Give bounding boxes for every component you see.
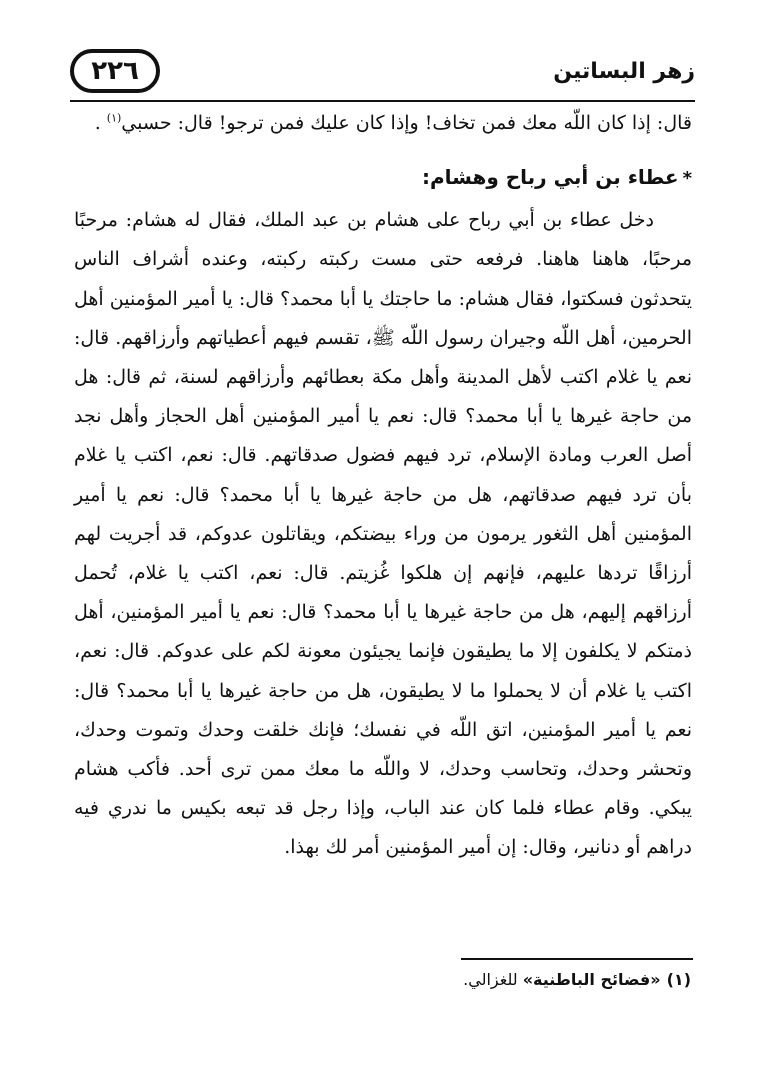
footnote-divider	[461, 958, 693, 960]
star-icon: *	[682, 168, 692, 190]
page-number: ٢٢٦	[70, 49, 160, 93]
footnote-reference: (١)	[106, 111, 122, 125]
section-heading	[74, 157, 692, 199]
book-title: زهر البساتين	[553, 59, 695, 84]
header-divider	[70, 100, 695, 102]
page-body	[74, 104, 692, 868]
section-heading-text: عطاء بن أبي رباح وهشام:	[421, 165, 679, 190]
footnote-author: للغزالي.	[463, 970, 523, 989]
footnote-marker: (١)	[666, 970, 691, 989]
opening-text: قال: إذا كان اللّه معك فمن تخاف! وإذا كان عليك فمن ترجو! قال: حسبي	[121, 112, 692, 134]
opening-paragraph	[74, 104, 692, 143]
opening-end: .	[94, 112, 107, 134]
footnote-title: «فضائح الباطنية»	[522, 970, 661, 989]
page-header	[70, 45, 695, 100]
footnote	[463, 966, 691, 994]
main-paragraph: دخل عطاء بن أبي رباح على هشام بن عبد الملك، فقال له هشام: مرحبًا مرحبًا، هاهنا هاهنا. فرفعه حتى مست ركبته ركبته، وعنده أشراف الناس يتحدثون فسكتوا، فقال هشام: ما حاجتك يا أبا محمد؟ قال: يا أمير المؤمنين أهل الحرمين، أهل اللّه وجيران رسول اللّه ﷺ، تقسم فيهم أعطياتهم وأرزاقهم. قال: نعم يا غلام اكتب لأهل المدينة وأهل مكة بعطائهم وأرزاقهم لسنة، ثم قال: هل من حاجة غيرها يا أبا محمد؟ قال: نعم يا أمير المؤمنين أهل الحجاز وأهل نجد أصل العرب ومادة الإسلام، ترد فيهم فضول صدقاتهم. قال: نعم، اكتب يا غلام بأن ترد فيهم صدقاتهم، هل من حاجة غيرها يا أبا محمد؟ قال: نعم يا أمير المؤمنين أهل الثغور يرمون من وراء بيضتكم، ويقاتلون عدوكم، قد أجريت لهم أرزاقًا تردها عليهم، فإنهم إن هلكوا غُزيتم. قال: نعم، اكتب يا غلام، تُحمل أرزاقهم إليهم، هل من حاجة غيرها يا أبا محمد؟ قال: نعم يا أمير المؤمنين، أهل ذمتكم لا يكلفون إلا ما يطيقون فإنما يجيئون معونة لكم على عدوكم. قال: نعم، اكتب يا غلام أن لا يحملوا ما لا يطيقون، هل من حاجة غيرها يا أبا محمد؟ قال: نعم يا أمير المؤمنين، اتق اللّه في نفسك؛ فإنك خلقت وحدك وتموت وحدك، وتحشر وحدك، وتحاسب وحدك، لا واللّه ما معك ممن ترى أحد. فأكب هشام يبكي. وقام عطاء فلما كان عند الباب، وإذا رجل قد تبعه بكيس ما ندري فيه دراهم أو دنانير، وقال: إن أمير المؤمنين أمر لك بهذا.	[74, 209, 692, 859]
